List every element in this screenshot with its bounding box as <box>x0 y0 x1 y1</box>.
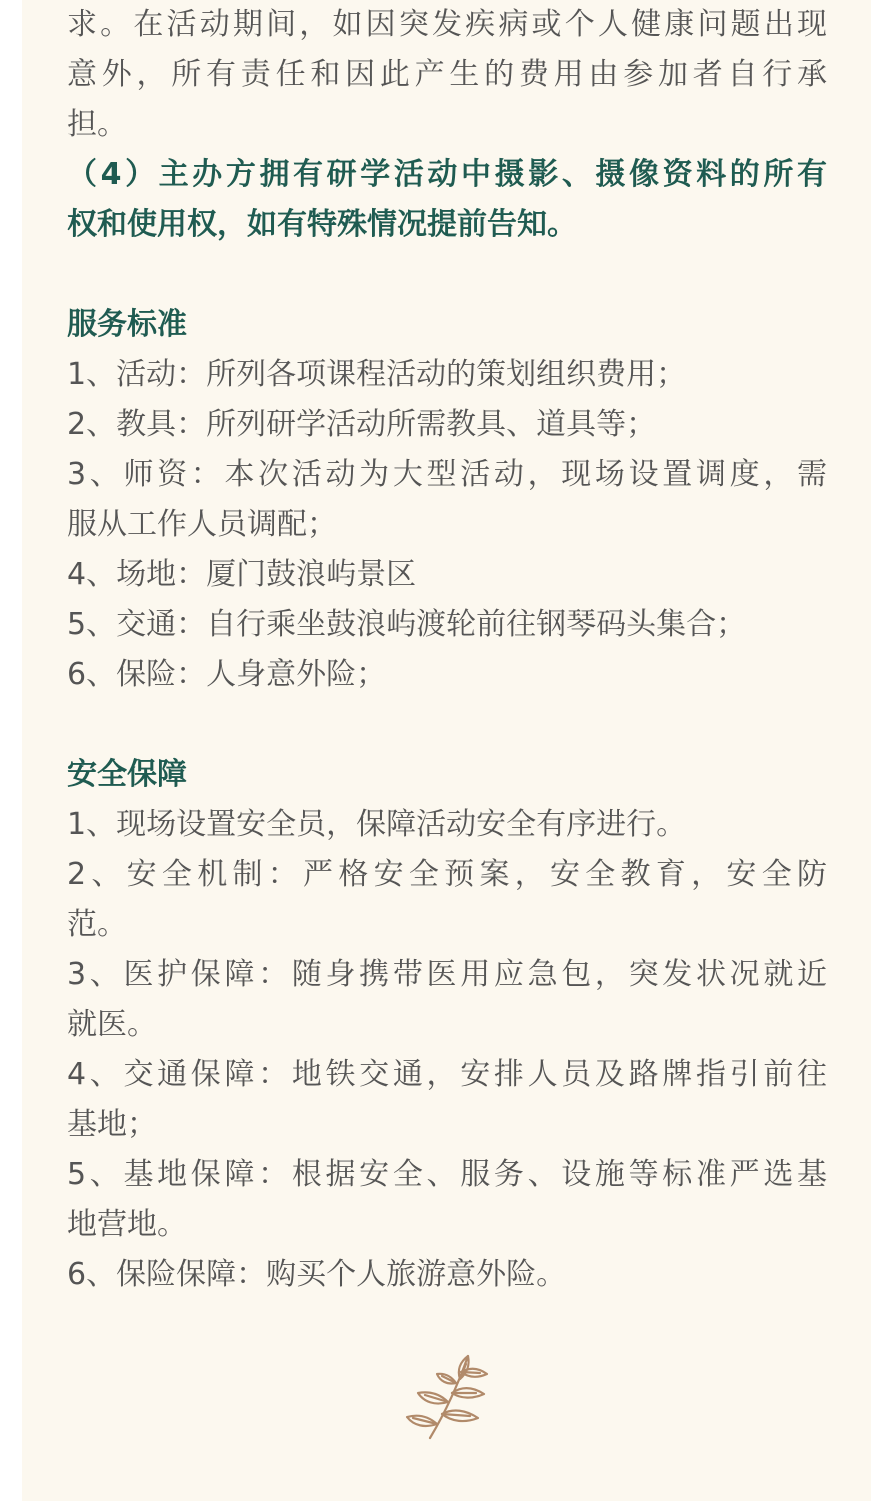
safety-item: 地营地。 <box>67 1207 187 1242</box>
service-item: 6、保险：人身意外险； <box>67 657 387 692</box>
service-item: 2、教具：所列研学活动所需教具、道具等； <box>67 407 657 442</box>
safety-item: 就医。 <box>67 1007 157 1042</box>
safety-item: 范。 <box>67 907 127 942</box>
safety-item: 基地； <box>67 1107 157 1142</box>
service-standard-heading: 服务标准 <box>67 307 187 342</box>
safety-item: 2、安全机制：严格安全预案，安全教育，安全防 <box>67 857 827 892</box>
intro-line: 意外，所有责任和因此产生的费用由参加者自行承 <box>67 57 827 92</box>
service-item: 5、交通：自行乘坐鼓浪屿渡轮前往钢琴码头集合； <box>67 607 747 642</box>
safety-guarantee-heading: 安全保障 <box>67 757 187 792</box>
safety-item: 6、保险保障：购买个人旅游意外险。 <box>67 1257 567 1292</box>
ownership-clause: 权和使用权，如有特殊情况提前告知。 <box>67 207 577 242</box>
service-item: 3、师资：本次活动为大型活动，现场设置调度，需 <box>67 457 827 492</box>
ownership-clause: （4）主办方拥有研学活动中摄影、摄像资料的所有 <box>67 157 827 192</box>
service-item: 服从工作人员调配； <box>67 507 337 542</box>
safety-item: 1、现场设置安全员，保障活动安全有序进行。 <box>67 807 687 842</box>
intro-line: 求。在活动期间，如因突发疾病或个人健康问题出现 <box>67 7 827 42</box>
section-gap <box>67 250 827 300</box>
safety-item: 5、基地保障：根据安全、服务、设施等标准严选基 <box>67 1157 827 1192</box>
safety-item: 4、交通保障：地铁交通，安排人员及路牌指引前往 <box>67 1057 827 1092</box>
intro-line: 担。 <box>67 107 127 142</box>
leaf-branch-icon <box>400 1348 494 1444</box>
article-body <box>67 0 827 1300</box>
service-item: 1、活动：所列各项课程活动的策划组织费用； <box>67 357 687 392</box>
section-gap <box>67 700 827 750</box>
safety-item: 3、医护保障：随身携带医用应急包，突发状况就近 <box>67 957 827 992</box>
service-item: 4、场地：厦门鼓浪屿景区 <box>67 557 417 592</box>
